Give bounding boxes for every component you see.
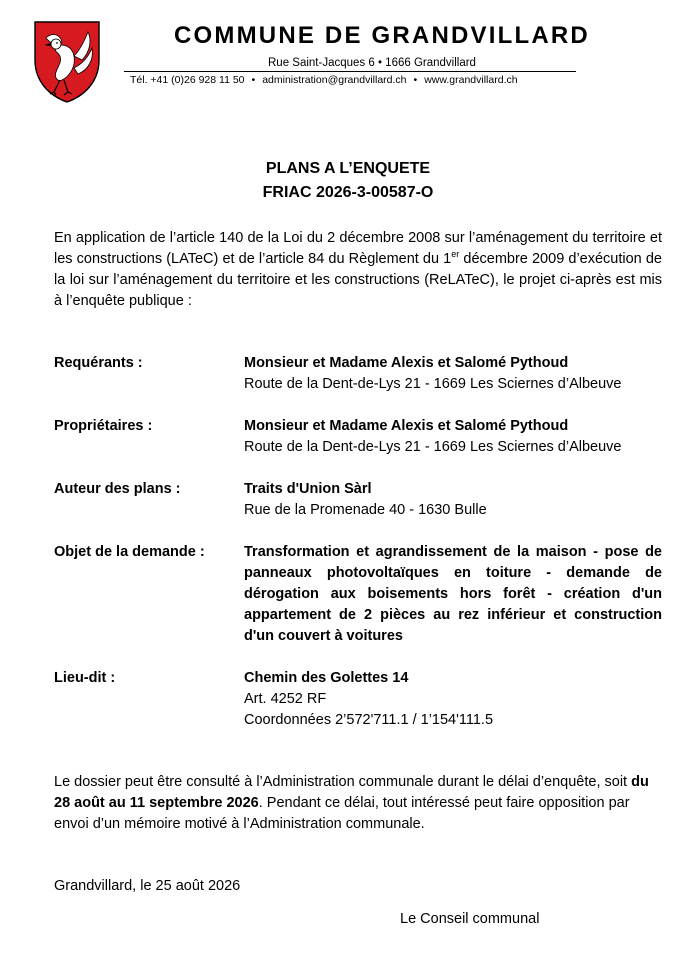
- intro-superscript: er: [451, 249, 460, 260]
- location-article: Art. 4252 RF: [244, 691, 327, 707]
- signature-line: Le Conseil communal: [400, 911, 540, 927]
- intro-paragraph: [54, 228, 662, 312]
- owners-address: Route de la Dent-de-Lys 21 - 1669 Les Sciernes d’Albeuve: [244, 439, 622, 455]
- notice-title: PLANS A L’ENQUETE: [265, 160, 431, 177]
- author-label: Auteur des plans :: [54, 481, 181, 497]
- subject-value: [244, 542, 662, 647]
- closing-text-start: Le dossier peut être consulté à l’Administration communale durant le délai d’enquête, soit: [54, 774, 632, 790]
- author-name: Traits d'Union Sàrl: [244, 481, 372, 497]
- intro-text-end: décembre 2009 d’exécution de la loi sur l’aménagement du territoire et les constructions (ReLATeC), le projet ci-après est mis à l’enquête publique :: [54, 251, 662, 309]
- location-coordinates: Coordonnées 2’572'711.1 / 1’154'111.5: [244, 712, 494, 728]
- location-value: [244, 668, 662, 731]
- closing-paragraph: [54, 772, 662, 835]
- notice-reference: FRIAC 2026-3-00587-O: [262, 184, 434, 201]
- owners-name: Monsieur et Madame Alexis et Salomé Pythoud: [244, 418, 569, 434]
- header-website[interactable]: www.grandvillard.ch: [424, 74, 518, 86]
- header-divider: [124, 71, 576, 72]
- applicants-name: Monsieur et Madame Alexis et Salomé Pythoud: [244, 355, 569, 371]
- applicants-value: [244, 353, 662, 395]
- subject-label: Objet de la demande :: [54, 544, 205, 560]
- header-email[interactable]: administration@grandvillard.ch: [262, 74, 407, 86]
- applicants-label: Requérants :: [54, 355, 143, 371]
- intro-text-start: En application de l’article 140 de la Loi du 2 décembre 2008 sur l’aménagement du territoire et les constructions (LATeC) et de l’article 84 du Règlement du 1: [54, 230, 662, 267]
- applicants-address: Route de la Dent-de-Lys 21 - 1669 Les Sciernes d’Albeuve: [244, 376, 622, 392]
- subject-text: Transformation et agrandissement de la maison - pose de panneaux photovoltaïques en toiture - demande de dérogation aux boisements hors forêt - création d'un appartement de 2 pièces au rez inférieur et construction d'un couvert à voitures: [244, 544, 662, 644]
- owners-value: [244, 416, 662, 458]
- header-phone: Tél. +41 (0)26 928 11 50: [130, 74, 245, 86]
- location-label: Lieu-dit :: [54, 670, 116, 686]
- author-address: Rue de la Promenade 40 - 1630 Bulle: [244, 502, 487, 518]
- author-value: [244, 479, 662, 521]
- owners-label: Propriétaires :: [54, 418, 153, 434]
- bullet-separator: •: [413, 74, 418, 86]
- inquiry-period: du 28 août au 11 septembre 2026: [54, 774, 649, 811]
- bullet-separator: •: [251, 74, 256, 86]
- closing-text-end: . Pendant ce délai, tout intéressé peut faire opposition par envoi d’un mémoire motivé à l’Administration communale.: [54, 795, 630, 832]
- location-street: Chemin des Golettes 14: [244, 670, 409, 686]
- place-and-date: Grandvillard, le 25 août 2026: [54, 878, 241, 894]
- coat-of-arms-icon: [32, 18, 102, 104]
- header-contact: [130, 74, 518, 86]
- header-address: Rue Saint-Jacques 6 • 1666 Grandvillard: [268, 57, 476, 69]
- commune-title: COMMUNE DE GRANDVILLARD: [174, 22, 590, 49]
